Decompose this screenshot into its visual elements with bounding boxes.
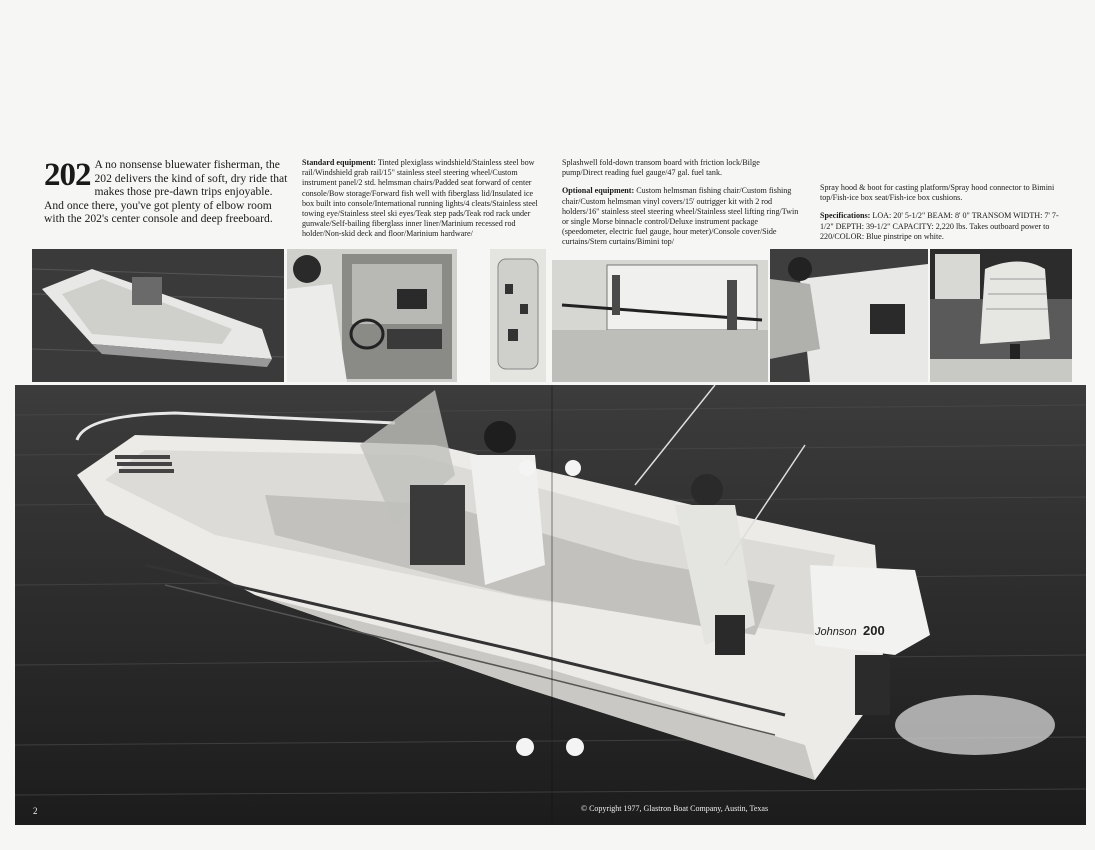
copyright: © Copyright 1977, Glastron Boat Company, Austin, Texas bbox=[581, 804, 769, 813]
intro-text: A no nonsense bluewater fisherman, the 202 delivers the kind of soft, dry ride that makes those pre-dawn trips enjoyable. And once there, you've got plenty of elbow room with the 202's center console and deep freeboard. bbox=[44, 158, 288, 225]
specifications-label: Specifications: bbox=[820, 211, 871, 221]
specifications-text: LOA: 20' 5-1/2" BEAM: 8' 0" TRANSOM WIDTH: 7' 7-1/2" DEPTH: 39-1/2" CAPACITY: 2,220 lbs. Takes outboard power to 220/COLOR: Blue pinstripe on white. bbox=[820, 211, 1059, 241]
equipment-column-2 bbox=[562, 158, 800, 256]
hero-photo-boat bbox=[15, 385, 1086, 825]
standard-equipment-label: Standard equipment: bbox=[302, 158, 376, 167]
photo-rod-holder bbox=[490, 249, 546, 382]
optional-equipment-label: Optional equipment: bbox=[562, 186, 635, 196]
standard-equipment-continued: Splashwell fold-down transom board with friction lock/Bilge pump/Direct reading fuel gauge/47 gal. fuel tank. bbox=[562, 158, 760, 178]
motor-brand: Johnson bbox=[815, 626, 857, 638]
motor-model: 200 bbox=[863, 623, 885, 638]
photo-boat-overhead bbox=[32, 249, 284, 382]
standard-equipment-column bbox=[302, 158, 540, 248]
optional-equipment-text: Custom helmsman fishing chair/Custom fishing chair/Custom helmsman vinyl covers/15' outrigger kit with 2 rod holders/16" stainless steel steering wheel/Stainless steel lifting ring/Twin or single Morse binnacle control/Deluxe instrument package (speedometer, electric fuel gauge, hour meter)/Console cover/Side curtains/Stern curtains/Bimini top/ bbox=[562, 186, 799, 247]
optional-equipment-continued: Spray hood & boot for casting platform/Spray hood connector to Bimini top/Fish-ice box seat/Fish-ice box cushions. bbox=[820, 183, 1055, 203]
model-number: 202 bbox=[44, 157, 91, 193]
standard-equipment-text: Tinted plexiglass windshield/Stainless steel bow rail/Windshield grab rail/15" stainless steel steering wheel/Custom instrument panel/2 std. helmsman chairs/Padded seat forward of center console/Bow storage/Forward fish well with fiberglass lid/Insulated ice box built into console/International running lights/4 cleats/Stainless steel towing eye/Stainless steel ski eyes/Teak step pads/Teak rod rack under gunwale/Self-bailing fiberglass inner liner/Marinium recessed rod holder/Non-skid deck and floor/Marinium hardware/ bbox=[302, 158, 538, 239]
photo-fishing-chair bbox=[930, 249, 1072, 382]
photo-helm-console bbox=[287, 249, 457, 382]
photo-ice-box bbox=[770, 249, 928, 382]
equipment-column-3 bbox=[820, 183, 1060, 250]
page-number: 2 bbox=[33, 806, 38, 816]
intro-block bbox=[44, 158, 288, 226]
photo-rod-rack bbox=[552, 260, 768, 382]
